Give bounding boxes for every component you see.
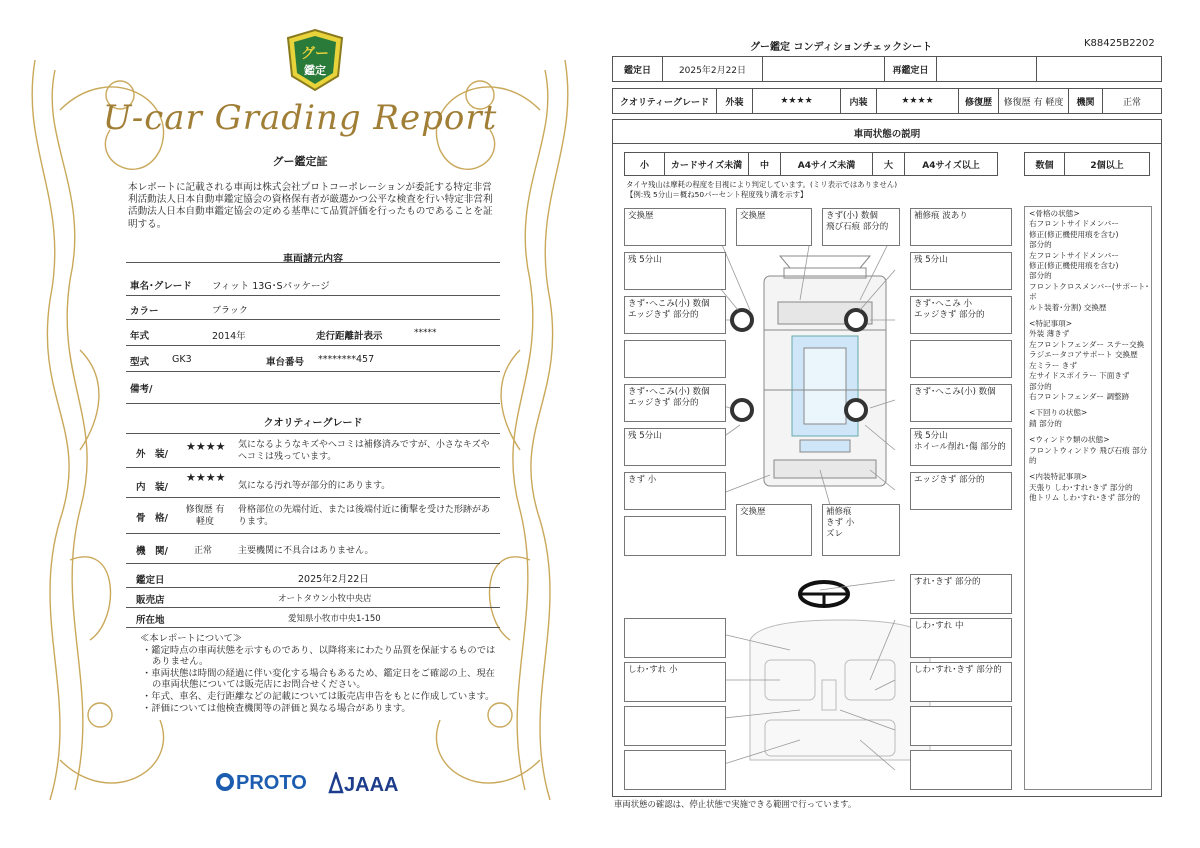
info-row-shop	[126, 588, 500, 608]
mileage-value: *****	[414, 328, 437, 338]
chassis-value: ********457	[318, 354, 375, 365]
callout-interior-3: しわ･すれ 小	[624, 662, 726, 702]
engine-value: 正常	[194, 546, 213, 556]
callout-interior-6	[910, 706, 1012, 746]
spec-row-name	[126, 272, 500, 296]
note-item: ・年式、車名、走行距離などの記載については販売店申告をもとに作成しています。	[142, 690, 495, 702]
spec-row-color	[126, 296, 500, 320]
callout-interior-5	[624, 706, 726, 746]
intro-text: 本レポートに記載される車両は株式会社プロトコーポレーションが委託する特定非営利活動法人日本自動車鑑定協会の資格保有者が厳選かつ公平な検査を行い特定非営利活動法人日本自動車鑑定協会の定める基準にて品質評価を行ったものであることを証明する。	[128, 182, 493, 230]
badge-line2: 鑑定	[304, 64, 326, 77]
engine-label: 機関	[1069, 89, 1103, 113]
callout-interior-8	[910, 750, 1012, 790]
side-note-line: フロントクロスメンバー(サポート･ボ	[1029, 281, 1149, 302]
count-legend	[1024, 152, 1150, 176]
side-note-line: <下回りの状態>	[1029, 408, 1088, 418]
interior-stars: ★★★★	[186, 471, 226, 484]
side-note-line: 右フロントサイドメンバー	[1029, 219, 1119, 229]
frame-value: 修復歴 有 軽度	[185, 505, 225, 527]
note-item: ・評価については他検査機関等の評価と異なる場合があります。	[142, 702, 411, 714]
callout-front-right: 補修痕 波あり	[910, 208, 1012, 246]
side-note-line: フロントウィンドウ 飛び石痕 部分的	[1029, 445, 1148, 465]
side-note-line: 他トリム しわ･すれ･きず 部分的	[1029, 493, 1141, 503]
spec-row-year	[126, 320, 500, 346]
empty-cell	[763, 57, 885, 81]
callout-rear-bottom-left	[624, 516, 726, 556]
side-note-line: 外装 薄きず	[1029, 329, 1070, 339]
ext-stars: ★★★★	[753, 89, 841, 113]
side-note-line: 左サイドスポイラー 下面きず	[1029, 371, 1130, 381]
side-note-line: 修正(修正機使用痕を含む)	[1029, 229, 1119, 239]
quality-row-engine	[126, 534, 500, 564]
section-heading: 車両状態の説明	[853, 129, 921, 140]
side-notes	[1029, 209, 1151, 504]
callout-left-front-door: きず･へこみ(小) 数個 エッジきず 部分的	[624, 296, 726, 334]
callout-interior-2: しわ･すれ 中	[910, 618, 1012, 658]
year-label: 年式	[130, 331, 150, 342]
side-note-line: 部分的	[1029, 271, 1052, 281]
callout-front-left-fender: 交換歴	[624, 208, 726, 246]
name-label: 車名･グレード	[130, 281, 192, 292]
exterior-text: 気になるようなキズやヘコミは補修済みですが、小さなキズやヘコミは残っています。	[238, 440, 490, 462]
callout-right-rear-door: きず･へこみ(小) 数個	[910, 384, 1012, 422]
spec-row-remarks	[126, 372, 500, 404]
quality-heading: クオリティーグレード	[263, 418, 363, 429]
qg-label: クオリティーグレード	[613, 89, 717, 113]
side-note-line: 修正(修正機使用痕を含む)	[1029, 261, 1119, 271]
callout-rear-right: エッジきず 部分的	[910, 472, 1012, 510]
jaaa-logo	[328, 772, 398, 797]
certificate-subtitle: グー鑑定証	[272, 155, 328, 168]
tire-note-2: 【例:残 5分山＝概ね50パーセント程度残り溝を示す】	[626, 190, 808, 199]
size-small-value: カードサイズ未満	[665, 153, 749, 175]
remarks-label: 備考/	[130, 384, 153, 395]
model-label: 型式	[130, 357, 150, 368]
engine-label: 機 関/	[136, 546, 168, 557]
size-large-value: A4サイズ以上	[922, 160, 980, 171]
repair-value: 修復歴 有 軽度	[999, 89, 1069, 113]
count-value: 2個以上	[1090, 160, 1124, 171]
report-title: U-car Grading Report	[102, 98, 498, 138]
count-label: 数個	[1025, 153, 1065, 175]
proto-logo-mark-icon	[216, 773, 234, 791]
steering-wheel-icon	[800, 582, 848, 606]
ext-label: 外装	[717, 89, 753, 113]
engine-text: 主要機関に不具合はありません。	[238, 546, 374, 556]
goo-kantei-badge	[286, 28, 344, 92]
exterior-label: 外 装/	[136, 449, 168, 460]
frame-label: 骨 格/	[136, 513, 168, 524]
shop-label: 販売店	[136, 595, 165, 606]
size-legend	[624, 152, 998, 176]
int-label: 内装	[841, 89, 877, 113]
grade-row	[612, 88, 1162, 114]
name-value: フィット 13G･Sパッケージ	[212, 281, 330, 292]
date-value: 2025年2月22日	[298, 574, 369, 585]
sheet-code: K88425B2202	[1084, 38, 1155, 49]
callout-rear-left-tire: 残 5分山	[624, 428, 726, 466]
report-notes	[140, 633, 500, 714]
exterior-stars: ★★★★	[186, 440, 226, 453]
notes-heading: ≪本レポートについて≫	[140, 633, 243, 644]
interior-label: 内 装/	[136, 482, 168, 493]
mileage-label: 走行距離計表示	[316, 331, 383, 342]
callout-interior-4: しわ･すれ･きず 部分的	[910, 662, 1012, 702]
side-note-line: 右フロントフェンダー 調整跡	[1029, 391, 1130, 401]
badge-line1: グー	[301, 46, 329, 62]
callout-rear-right-tire: 残 5分山 ホイール削れ･傷 部分的	[910, 428, 1012, 466]
side-note-line: 左フロントフェンダー ステー交換	[1029, 339, 1145, 349]
callout-rear-bumper: 交換歴	[736, 504, 812, 556]
repair-label: 修復歴	[959, 89, 999, 113]
model-value: GK3	[172, 354, 192, 365]
side-note-line: 左フロントサイドメンバー	[1029, 250, 1119, 260]
int-stars: ★★★★	[877, 89, 959, 113]
info-row-address	[126, 608, 500, 628]
callout-front-left-tire: 残 5分山	[624, 252, 726, 290]
sheet-title: グー鑑定 コンディションチェックシート	[750, 42, 933, 53]
quality-row-frame	[126, 498, 500, 534]
proto-logo-text: PROTO	[236, 772, 307, 794]
date-value: 2025年2月22日	[663, 57, 763, 81]
quality-row-interior	[126, 468, 500, 498]
redate-label: 再鑑定日	[885, 57, 937, 81]
quality-row-exterior	[126, 434, 500, 468]
callout-windshield: きず(小) 数個 飛び石痕 部分的	[822, 208, 900, 246]
callout-left-mid	[624, 340, 726, 378]
date-label: 鑑定日	[613, 57, 663, 81]
side-note-line: 部分的	[1029, 381, 1052, 391]
size-medium-label: 中	[749, 153, 781, 175]
date-label: 鑑定日	[136, 575, 165, 586]
proto-logo	[216, 772, 307, 795]
color-label: カラー	[130, 306, 159, 317]
empty-cell	[1037, 57, 1161, 81]
callout-interior-7	[624, 750, 726, 790]
side-note-line: 天張り しわ･すれ･きず 部分的	[1029, 482, 1133, 492]
condition-check-sheet	[600, 0, 1200, 848]
callout-rear-left: きず 小	[624, 472, 726, 510]
engine-value: 正常	[1122, 97, 1141, 108]
divider	[612, 143, 1162, 144]
size-small-label: 小	[625, 153, 665, 175]
note-item: ・鑑定時点の車両状態を示すものであり、以降将来にわたり品質を保証するものではありません。	[142, 644, 496, 668]
interior-text: 気になる汚れ等が部分的にあります。	[238, 481, 391, 491]
callout-front-bumper-left: 交換歴	[736, 208, 812, 246]
frame-text: 骨格部位の先端付近、または後端付近に衝撃を受けた形跡があります。	[238, 505, 491, 527]
side-note-line: ルト装着･分割) 交換歴	[1029, 302, 1107, 312]
side-note-line: <ウィンドウ類の状態>	[1029, 435, 1110, 445]
side-notes-box	[1024, 206, 1152, 790]
callout-interior-1	[624, 618, 726, 658]
jaaa-logo-mark-icon	[328, 772, 344, 794]
side-note-line: 部分的	[1029, 240, 1052, 250]
date-row	[612, 56, 1162, 82]
side-note-line: <内装特記事項>	[1029, 472, 1088, 482]
size-medium-value: A4サイズ未満	[781, 153, 873, 175]
callout-front-right-tire: 残 5分山	[910, 252, 1012, 290]
note-item: ・車両状態は時間の経過に伴い変化する場合もあるため、鑑定日をご確認の上、現在の車両状態については販売店にお問合せください。	[142, 667, 495, 691]
side-note-line: 錆 部分的	[1029, 418, 1062, 428]
side-note-line: <特記事項>	[1029, 319, 1073, 329]
side-note-line: ラジエータコアサポート 交換歴	[1029, 350, 1138, 360]
callout-left-rear-door: きず･へこみ(小) 数個 エッジきず 部分的	[624, 384, 726, 422]
callout-steering: すれ･きず 部分的	[910, 574, 1012, 614]
divider	[126, 262, 500, 263]
redate-value	[937, 57, 1037, 81]
spec-row-model	[126, 346, 500, 372]
year-value: 2014年	[212, 331, 246, 342]
spec-heading: 車両諸元内容	[283, 254, 343, 265]
jaaa-logo-text: JAAA	[344, 774, 399, 796]
chassis-label: 車台番号	[266, 357, 305, 368]
tire-note-1: タイヤ残山は摩耗の程度を目視により判定しています。(ミリ表示ではありません)	[626, 180, 898, 189]
info-row-date	[126, 566, 500, 588]
callout-right-front-door: きず･へこみ 小 エッジきず 部分的	[910, 296, 1012, 334]
callout-right-mid	[910, 340, 1012, 378]
sheet-footer: 車両状態の確認は、停止状態で実施できる範囲で行っています。	[614, 799, 857, 809]
size-large-label: 大	[873, 153, 905, 175]
side-note-line: <骨格の状態>	[1029, 209, 1080, 218]
address-label: 所在地	[136, 615, 165, 626]
color-value: ブラック	[212, 306, 248, 316]
shop-value: オートタウン小牧中央店	[278, 594, 372, 604]
address-value: 愛知県小牧市中央1-150	[288, 614, 381, 624]
callout-rear-gate: 補修痕 きず 小 ズレ	[822, 504, 900, 556]
side-note-line: 左ミラー きず	[1029, 360, 1077, 370]
